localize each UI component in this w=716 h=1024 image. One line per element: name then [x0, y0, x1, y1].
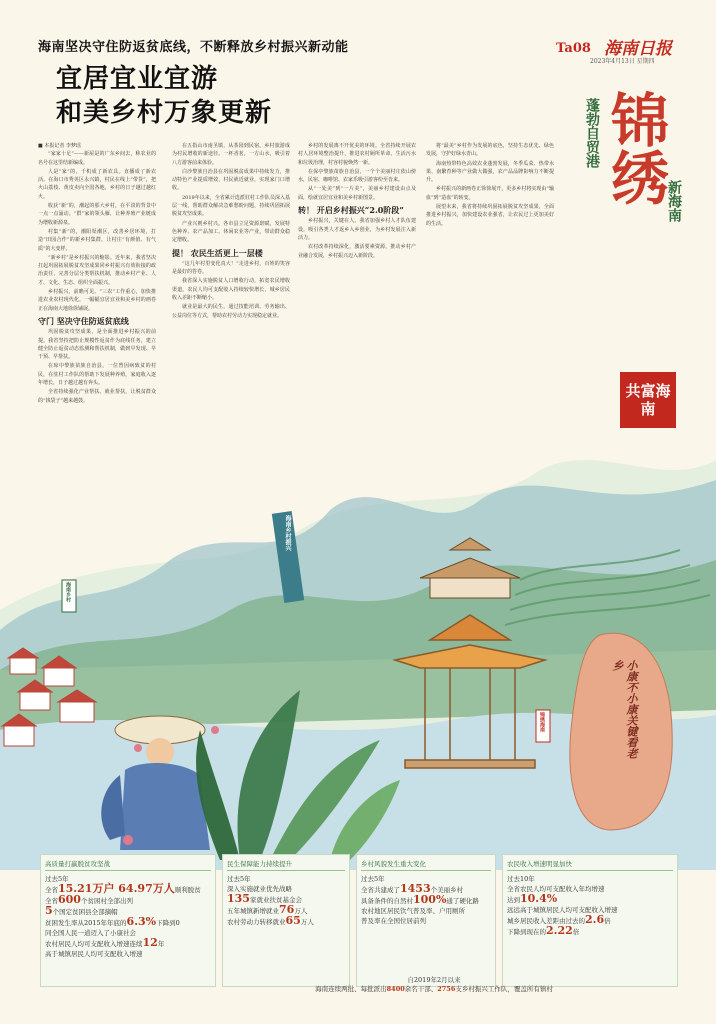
stats-text: 全省: [45, 897, 58, 905]
article-column-2: [172, 142, 290, 429]
article-paragraph: 白沙黎族自治县在巩固脱贫成果中持续发力，推动特色产业提质增效，村民就近就业，实现家门口增收。: [172, 168, 290, 192]
stats-text: 深入实施就业优先战略: [227, 885, 292, 893]
stats-panel-livelihood: [222, 854, 350, 987]
stats-text: 过去5年: [227, 875, 251, 883]
stats-panel-title: 高质量打赢脱贫攻坚战: [45, 859, 211, 871]
article-paragraph: “新乡村”是乡村振兴的缩影。近年来，我省坚决扛起巩固拓展脱贫攻坚成果同乡村振兴有效衔接的政治责任，完善分层分类帮扶机制，推动乡村产业、人才、文化、生态、组织全面振兴。: [38, 254, 156, 286]
article-paragraph: 我省深入实施脱贫人口增收行动，拓宽农民增收渠道，农民人均可支配收入持续较快增长，城乡居民收入差距不断缩小。: [172, 278, 290, 302]
stats-text: 通了硬化路: [446, 897, 479, 905]
article-paragraph: 人是“家”的，千机成了新农具。直播成了新农活。在海口市秀英区永兴镇，村民在线上“带货”，把火山荔枝、黄皮卖向全国各地，乡村的日子越过越红火。: [38, 168, 156, 200]
stats-panel-title: 农民收入增速明显加快: [507, 859, 673, 871]
stats-number: 65: [285, 914, 301, 927]
stats-text: 农村地区居民饮气普及率、户用厕所: [361, 907, 465, 915]
stats-line: [361, 906, 491, 916]
banner-number-1: 8400: [386, 985, 405, 993]
stats-panel-income: [502, 854, 678, 987]
stats-line: [227, 916, 345, 927]
stats-text: 农村居民人均可支配收入增速连续: [45, 940, 143, 948]
column-2-paragraphs-b: [172, 260, 290, 320]
stats-text: 倍: [604, 917, 611, 925]
stats-text: 过去5年: [361, 875, 385, 883]
publication-date: 2023年4月13日 星期四: [590, 58, 655, 65]
stats-line: [507, 894, 673, 905]
calligraphy-text: 小康不小康关键看老乡: [611, 660, 638, 759]
article-paragraph: 从“一处美”到“一片美”，美丽乡村建设由点及面，绘就宜居宜业和美乡村新图景。: [298, 186, 416, 201]
section-title-2: 提！ 农民生活更上一层楼: [172, 247, 263, 258]
red-seal-text: 锦绣海南: [539, 712, 545, 732]
article-paragraph: “这几年村里变化真大！”走进乡村，百姓的笑容是最好的答卷。: [172, 260, 290, 276]
article-paragraph: 就业是最大的民生。通过技能培训、劳务输出、公益岗位等方式，帮助农村劳动力实现稳定就业。: [172, 304, 290, 319]
stats-text: 年: [157, 940, 165, 948]
article-paragraph: 将“最美”乡村作为发展的底色，坚持生态优先、绿色发展，守护好绿水青山。: [426, 143, 554, 158]
stats-number: 76: [279, 903, 295, 916]
stats-text: 倍: [572, 928, 580, 936]
column-4-paragraphs: [426, 142, 554, 228]
stats-text: 万人: [300, 918, 314, 926]
stats-line: [45, 938, 211, 949]
article-paragraph: 乡村的发展离不开优美的环境。全省持续开展农村人居环境整治提升，推进农村厕所革命、生活污水和垃圾治理，村容村貌焕然一新。: [298, 143, 416, 166]
page-code: Ta08: [556, 41, 591, 56]
stats-text: 过去10年: [507, 875, 535, 883]
stats-line: [361, 916, 491, 926]
ribbon-text: 海南乡村振兴: [284, 515, 291, 551]
column-3-paragraphs-b: [298, 217, 416, 259]
stats-text: 全省农民人均可支配收入年均增速: [507, 885, 605, 893]
stats-text: 五年城镇新增就业: [227, 907, 279, 915]
stats-number: 6.3%: [126, 915, 157, 928]
stats-number: 135: [227, 892, 250, 905]
stats-text: 全省共建成了: [361, 886, 400, 894]
stats-line: [227, 874, 345, 884]
stats-line: [45, 895, 211, 906]
stats-number: 10.4%: [520, 892, 558, 905]
stats-text: 个贫困村全部出列: [80, 897, 133, 905]
article-paragraph: 海南热带特色高效农业蓬勃发展，冬季瓜菜、热带水果、南繁育种等产业做大做强，农产品品牌影响力不断提升。: [426, 160, 554, 184]
banner-text-post: 支乡村振兴工作队，覆盖所有镇村: [455, 985, 553, 993]
article-paragraph: 展望未来，我省将持续巩固拓展脱贫攻坚成果，全面推进乡村振兴，加快建设农业强省，让农民过上更加美好的生活。: [426, 204, 554, 227]
stats-panel-title: 乡村风貌发生重大变化: [361, 859, 491, 871]
article-paragraph: 农村改革持续深化，激活要素资源，推动乡村产业融合发展，乡村振兴迈入新阶段。: [298, 244, 416, 259]
banner-text-pre: 海南连续两批、每批派出: [315, 985, 387, 993]
stats-text: 顺利脱贫: [174, 886, 201, 894]
section-title-1: 守门 坚决守住防返贫底线: [38, 315, 129, 326]
stats-text: 城乡居民收入差距由过去的: [507, 917, 585, 925]
column-3-paragraphs: [298, 142, 416, 202]
stats-line: [45, 917, 211, 928]
rural-landscape-illustration: [0, 430, 716, 870]
article-paragraph: 2019年以来，全省累计选派驻村工作队员深入基层一线，帮助群众解决急难愁盼问题，持续巩固拓展脱贫攻坚成果。: [172, 194, 290, 218]
banner-line: [292, 985, 576, 994]
stats-number: 2.22: [546, 924, 573, 937]
article-paragraph: 巩固脱贫攻坚成果，是全面推进乡村振兴的前提。我省坚持把防止规模性返贫作为底线任务，建立健全防止返贫动态监测和帮扶机制，做到早发现、早干预、早帮扶。: [38, 329, 156, 361]
stats-text: 万人: [294, 907, 308, 915]
stats-line: [45, 928, 211, 938]
stats-line: [507, 874, 673, 884]
stats-number: 15.21万户 64.97万人: [58, 882, 175, 895]
stats-panel-poverty: [40, 854, 216, 987]
stats-number: 12: [142, 936, 158, 949]
stats-number: 600: [58, 893, 81, 906]
stats-text: 过去5年: [45, 875, 69, 883]
stats-text: 达到: [507, 896, 520, 904]
stats-number: 2.6: [585, 913, 605, 926]
article-paragraph: 产业兴则乡村兴。各市县立足资源禀赋，发展特色种养、农产品加工、休闲农业等产业，带动群众稳定增收。: [172, 220, 290, 244]
article-paragraph: 在五指山市南圣镇，从茶园到民宿，乡村旅游成为村民增收的新途径。一杯香茗，一方山水，吸引着八方游客前来体验。: [172, 143, 290, 166]
stats-number: 5: [45, 904, 53, 917]
newspaper-name: 海南日报: [604, 39, 672, 59]
bottom-banner: [292, 976, 576, 994]
article-paragraph: 村集“新”的，潮阳渠潮区，改善乡居环境，打造“田园合作”的新乡村集群，让村庄“有颜值、有气质”的大变样。: [38, 228, 156, 252]
stats-line: [507, 926, 673, 937]
stats-text: 个国定贫困县全部摘帽: [52, 908, 118, 916]
stats-line: [507, 915, 673, 926]
stats-number: 100%: [413, 893, 447, 906]
byline: ■ 本报记者 李梦瑶: [38, 143, 81, 149]
column-1-paragraphs-b: [38, 328, 156, 405]
stats-text: 农村劳动力转移就业: [227, 918, 286, 926]
column-2-paragraphs: [172, 142, 290, 245]
kicker-headline: 海南坚决守住防返贫底线，不断释放乡村振兴新动能: [38, 40, 349, 55]
article-paragraph: 收获“新”的，潮起的那大乡村，在平淡的背景中一点一点涌动。“群”家的领头雁，让种养殖产业链成为增收新源泉。: [38, 203, 156, 226]
green-seal-text: 海南乡村: [65, 582, 71, 602]
stats-number: 1453: [400, 882, 431, 895]
headline-line-2: 和美乡村万象更新: [56, 98, 273, 128]
feature-subtitle-left: 蓬勃自贸港: [584, 98, 600, 168]
stats-line: [45, 949, 211, 959]
headline-line-1: 宜居宜业宜游: [56, 64, 219, 94]
stats-text: 贫困发生率从2015年年底的: [45, 919, 127, 927]
stats-text: 家就业扶贫基金会: [249, 896, 302, 904]
feature-title: 锦绣: [601, 90, 669, 206]
main-headline: [56, 62, 272, 130]
stats-text: 高于城镇居民人均可支配收入增速: [45, 950, 143, 958]
article-paragraph: 乡村振兴，前瞻可见。“三农”工作重心，加快推进农业农村现代化，一幅幅宜居宜业和美乡村的画卷正在海南大地徐徐铺展。: [38, 289, 156, 312]
gongfu-hainan-stamp: [620, 372, 676, 428]
article-paragraph: 在琼中黎族苗族自治县，一位曾因病致贫的村民，在驻村工作队的帮助下发展种养殖，家庭收入逐年增长，日子越过越有奔头。: [38, 363, 156, 387]
stats-text: 下降到现在的: [507, 928, 546, 936]
stats-text: 同全国人民一道迈入了小康社会: [45, 929, 136, 937]
stats-panel-title: 民生保障能力持续提升: [227, 859, 345, 871]
column-1-paragraphs: [38, 150, 156, 313]
banner-number-2: 2756: [437, 985, 456, 993]
article-paragraph: “家家十足”——新屋是的广东乡间去，称农业的名号在这里结新编成。: [38, 151, 156, 166]
banner-title: 自2019年2月以来: [407, 976, 461, 984]
section-title-3: 转！ 开启乡村振兴“2.0阶段”: [298, 205, 404, 216]
banner-text-mid: 余名干部、: [404, 985, 438, 993]
article-paragraph: 乡村振兴的新画卷正徐徐展开，更多乡村将实现由“输血”到“造血”的转变。: [426, 186, 554, 201]
stats-text: 远远高于城镇居民人均可支配收入增速: [507, 906, 618, 914]
stats-text: 个美丽乡村: [430, 886, 464, 894]
article-paragraph: 全省持续强化产业帮扶、就业帮扶，让脱贫群众的“钱袋子”越来越鼓。: [38, 389, 156, 404]
stats-panel-village: [356, 854, 496, 987]
stats-text: 全省: [45, 886, 58, 894]
stats-text: 下降到0: [156, 919, 180, 927]
stats-text: 普及率在全国位居前列: [361, 917, 426, 925]
article-paragraph: 在保亭黎族苗族自治县，一个个美丽村庄依山傍水，民宿、咖啡馆、农家乐吸引游客纷至沓来。: [298, 168, 416, 184]
stamp-text: 共富海南: [625, 382, 671, 418]
stats-text: 具备条件的自然村: [361, 897, 413, 905]
stats-line: [361, 895, 491, 906]
feature-subtitle-right: 新海南: [666, 180, 682, 222]
article-paragraph: 乡村振兴，关键在人。我省加强乡村人才队伍建设，吸引各类人才返乡入乡创业，为乡村发展注入新活力。: [298, 218, 416, 241]
